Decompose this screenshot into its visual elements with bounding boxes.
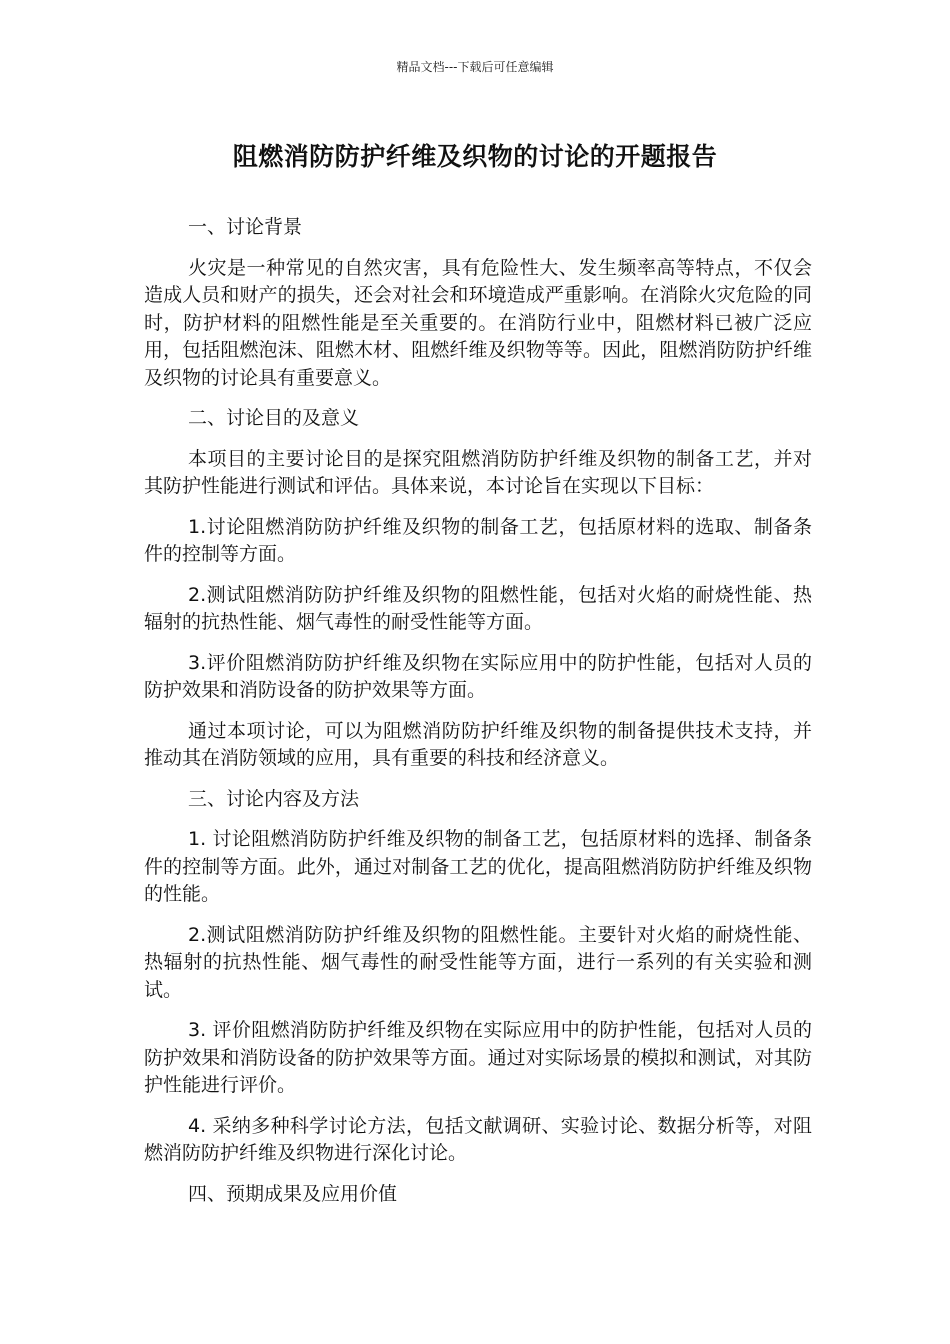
document-title: 阻燃消防防护纤维及织物的讨论的开题报告 — [232, 142, 718, 171]
list-item: 3.评价阻燃消防防护纤维及织物在实际应用中的防护性能，包括对人员的防护效果和消防设备的防护效果等方面。 — [144, 651, 812, 701]
section-heading: 四、预期成果及应用价值 — [188, 1182, 398, 1205]
section-heading: 三、讨论内容及方法 — [188, 787, 360, 810]
paragraph: 本项目的主要讨论目的是探究阻燃消防防护纤维及织物的制备工艺，并对其防护性能进行测试和评估。具体来说，本讨论旨在实现以下目标： — [144, 447, 812, 497]
list-item: 1.讨论阻燃消防防护纤维及织物的制备工艺，包括原材料的选取、制备条件的控制等方面。 — [144, 515, 812, 565]
list-item: 1. 讨论阻燃消防防护纤维及织物的制备工艺，包括原材料的选择、制备条件的控制等方面。此外，通过对制备工艺的优化，提高阻燃消防防护纤维及织物的性能。 — [144, 828, 812, 905]
section-heading: 二、讨论目的及意义 — [188, 407, 360, 429]
list-item: 3. 评价阻燃消防防护纤维及织物在实际应用中的防护性能，包括对人员的防护效果和消防设备的防护效果等方面。通过对实际场景的模拟和测试，对其防护性能进行评价。 — [144, 1019, 812, 1096]
list-item: 2.测试阻燃消防防护纤维及织物的阻燃性能，包括对火焰的耐烧性能、热辐射的抗热性能、烟气毒性的耐受性能等方面。 — [144, 583, 812, 633]
paragraph: 火灾是一种常见的自然灾害，具有危险性大、发生频率高等特点，不仅会造成人员和财产的损失，还会对社会和环境造成严重影响。在消除火灾危险的同时，防护材料的阻燃性能是至关重要的。在消防行业中，阻燃材料已被广泛应用，包括阻燃泡沫、阻燃木材、阻燃纤维及织物等等。因此，阻燃消防防护纤维及织物的讨论具有重要意义。 — [144, 256, 812, 389]
section-heading: 一、讨论背景 — [188, 216, 303, 238]
header-note: 精品文档---下载后可任意编辑 — [396, 60, 554, 74]
document-body — [144, 214, 812, 1221]
list-item: 2.测试阻燃消防防护纤维及织物的阻燃性能。主要针对火焰的耐烧性能、热辐射的抗热性能、烟气毒性的耐受性能等方面，进行一系列的有关实验和测试。 — [144, 923, 812, 1001]
list-item: 4. 采纳多种科学讨论方法，包括文献调研、实验讨论、数据分析等，对阻燃消防防护纤维及织物进行深化讨论。 — [144, 1114, 812, 1164]
paragraph: 通过本项讨论，可以为阻燃消防防护纤维及织物的制备提供技术支持，并推动其在消防领域的应用，具有重要的科技和经济意义。 — [144, 719, 812, 769]
